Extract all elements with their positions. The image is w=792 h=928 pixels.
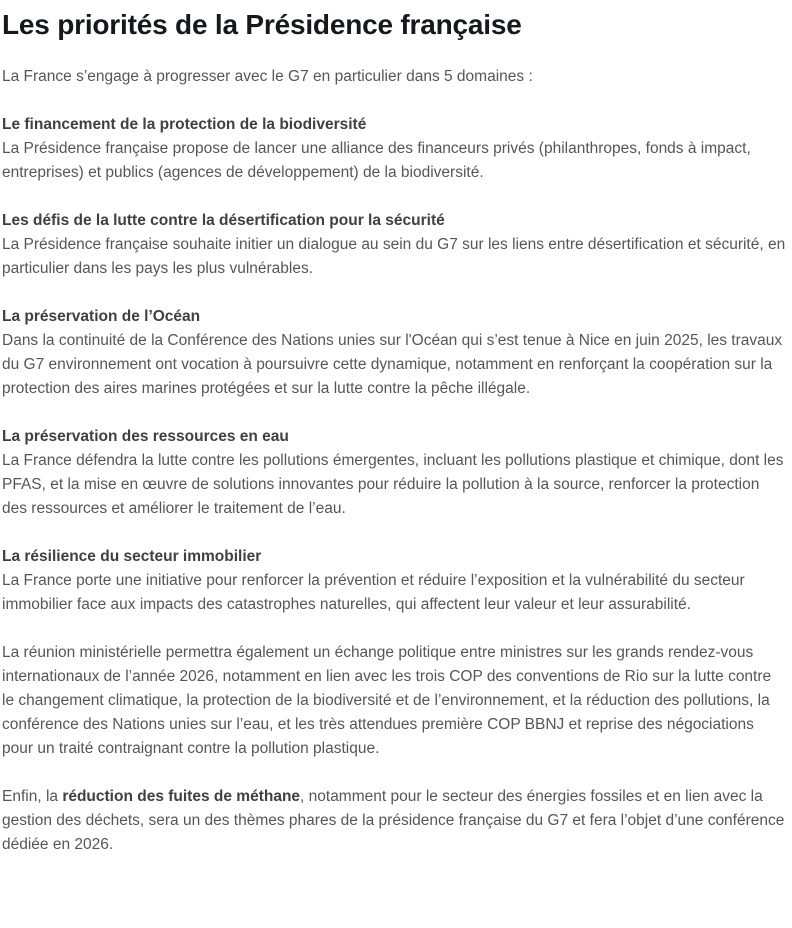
methane-paragraph-prefix: Enfin, la bbox=[2, 788, 63, 805]
section-body: La France porte une initiative pour renforcer la prévention et réduire l’exposition et la vulnérabilité du secteur immobilier face aux impacts des catastrophes naturelles, qui affectent leur valeur et leur assurabilité. bbox=[2, 572, 745, 613]
section-body: La Présidence française souhaite initier un dialogue au sein du G7 sur les liens entre désertification et sécurité, en particulier dans les pays les plus vulnérables. bbox=[2, 236, 786, 277]
section-heading: Les défis de la lutte contre la désertification pour la sécurité bbox=[2, 212, 445, 229]
section-body: La France défendra la lutte contre les pollutions émergentes, incluant les pollutions plastique et chimique, dont les PFAS, et la mise en œuvre de solutions innovantes pour réduire la pollution à la source, renforcer la protection des ressources et améliorer le traitement de l’eau. bbox=[2, 452, 784, 517]
methane-paragraph-suffix: , notamment pour le secteur des énergies fossiles et en lien avec la gestion des déchets, sera un des thèmes phares de la présidence française du G7 et fera l’objet d’une conférence dédiée en 2026. bbox=[2, 788, 785, 853]
section-water-resources bbox=[2, 425, 786, 521]
section-heading: La préservation des ressources en eau bbox=[2, 428, 289, 445]
ministerial-meeting-paragraph: La réunion ministérielle permettra également un échange politique entre ministres sur les grands rendez-vous internationaux de l’année 2026, notamment en lien avec les trois COP des conventions de Rio sur la lutte contre le changement climatique, la protection de la biodiversité et de l’environnement, et la réduction des pollutions, la conférence des Nations unies sur l’eau, et les très attendues première COP BBNJ et reprise des négociations pour un traité contraignant contre la pollution plastique. bbox=[2, 644, 772, 757]
page-title: Les priorités de la Présidence française bbox=[2, 9, 522, 40]
intro-paragraph: La France s’engage à progresser avec le G7 en particulier dans 5 domaines : bbox=[2, 68, 533, 85]
section-ocean-preservation bbox=[2, 305, 786, 401]
section-body: Dans la continuité de la Conférence des Nations unies sur l'Océan qui s’est tenue à Nice en juin 2025, les travaux du G7 environnement ont vocation à poursuivre cette dynamique, notamment en renforçant la coopération sur la protection des aires marines protégées et sur la lutte contre la pêche illégale. bbox=[2, 332, 783, 397]
section-desertification-security bbox=[2, 209, 786, 281]
methane-paragraph bbox=[2, 785, 786, 857]
section-heading: Le financement de la protection de la biodiversité bbox=[2, 116, 367, 133]
methane-paragraph-bold-phrase: réduction des fuites de méthane bbox=[62, 788, 301, 805]
section-heading: La résilience du secteur immobilier bbox=[2, 548, 262, 565]
section-body: La Présidence française propose de lancer une alliance des financeurs privés (philanthropes, fonds à impact, entreprises) et publics (agences de développement) de la biodiversité. bbox=[2, 140, 751, 181]
section-heading: La préservation de l’Océan bbox=[2, 308, 201, 325]
section-real-estate-resilience bbox=[2, 545, 786, 617]
section-biodiversity-financing bbox=[2, 113, 786, 185]
